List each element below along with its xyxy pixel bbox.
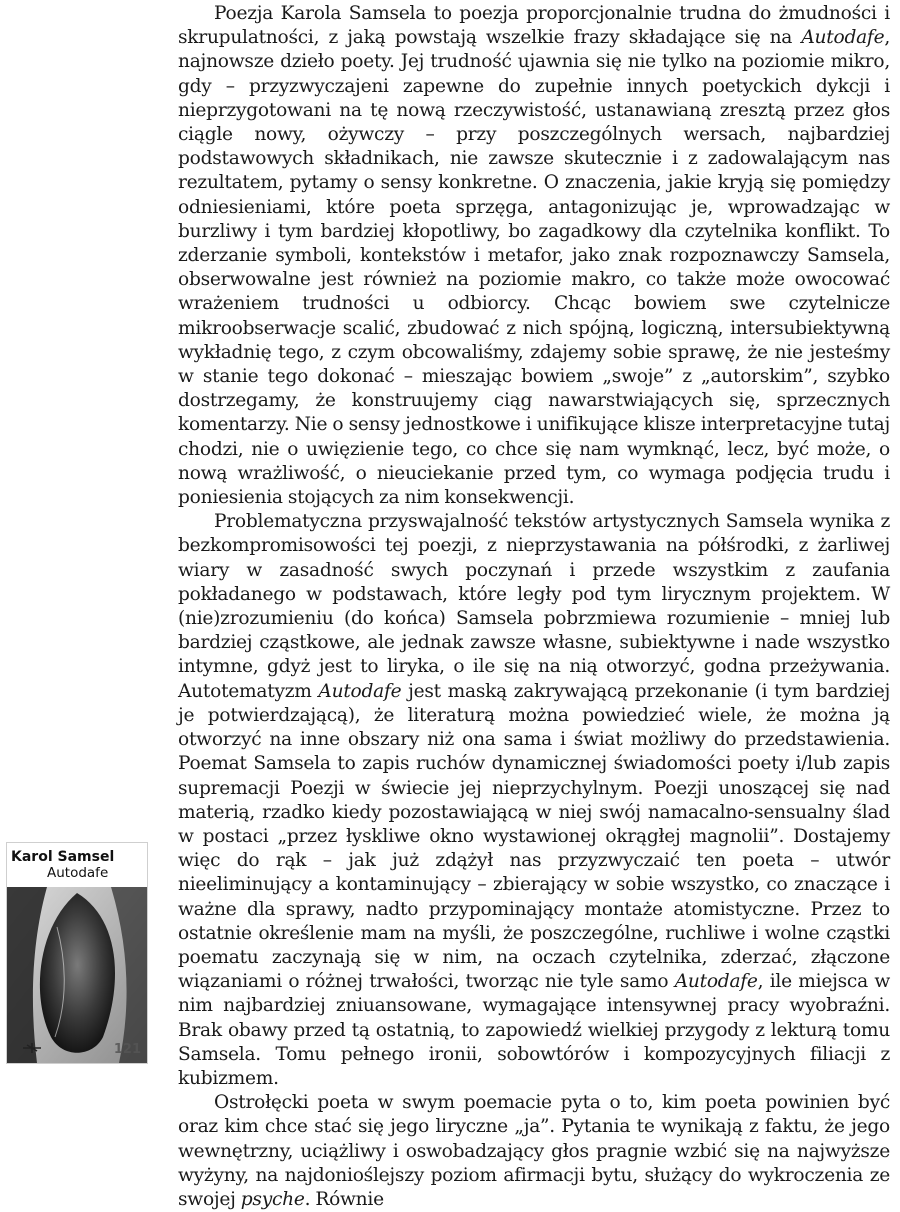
paragraph-text: , najnowsze dzieło poety. Jej trudność ujawnia się nie tylko na poziomie mikro, gdy – przyzwyczajeni zapewne do zupełnie innych poetyckich dykcji i nieprzygotowani na tę nową rzeczywistość, ustanawianą zresztą przez głos ciągle nowy, ożywczy – przy poszczególnych wersach, najbardziej podstawowych składnikach, nie zawsze skutecznie i z zadowalającym nas rezultatem, pytamy o sensy konkretne. O znaczenia, jakie kryją się pomiędzy odniesieniami, które poeta sprzęga, antagonizując je, wprowadzając w burzliwy i tym bardziej kłopotliwy, bo zagadkowy dla czytelnika konflikt. To zderzanie symboli, kontekstów i metafor, jako znak rozpoznawczy Samsela, obserwowalne jest również na poziomie makro, co także może owocować wrażeniem trudności u odbiorcy. Chcąc bowiem swe czytelnicze mikroobserwacje scalić, zbudować z nich spójną, logiczną, intersubiektywną wykładnię tego, z czym obcowaliśmy, zdajemy sobie sprawę, że nie jesteśmy w stanie tego dokonać – mieszając bowiem „swoje” z „autorskim”, szybko dostrzegamy, że konstruujemy ciąg nawarstwiających się, sprzecznych komentarzy. Nie o sensy jednostkowe i unifikujące klisze interpretacyjne tutaj chodzi, nie o uwięzienie tego, co chce się nam wymknąć, lecz, być może, o nową wrażliwość, o nieuciekanie przed tym, co wymaga podjęcia trudu i poniesienia stojących za nim konsekwencji.: [178, 27, 890, 509]
book-cover: [6, 842, 148, 1064]
italic-title: Autodafe: [674, 971, 758, 993]
italic-title: psyche: [240, 1188, 305, 1210]
paragraph-text: , ile miejsca w nim najbardziej zniuansowane, wymagające intensywnej pracy wyobraźni. Brak obawy przed tą ostatnią, to zapowiedź wielkiej przygody z lekturą tomu Samsela. Tomu pełnego ironii, sobowtórów i kompozycyjnych filiacji z kubizmem.: [178, 971, 891, 1089]
publisher-logo-icon: [21, 1041, 43, 1055]
book-cover-author: Karol Samsel: [11, 849, 115, 865]
paragraph-text: Poezja Karola Samsela to poezja proporcjonalnie trudna do żmudności i skrupulatności, z jaką powstają wszelkie frazy składające się na: [178, 3, 890, 49]
article-body: [178, 0, 890, 1212]
italic-title: Autodafe: [318, 680, 402, 702]
paragraph-text: Problematyczna przyswajalność tekstów artystycznych Samsela wynika z bezkompromisowości tej poezji, z nieprzystawania na półśrodki, z żarliwej wiary w zasadność swych poczynań i przede wszystkim z zaufania pokładanego w podstawach, które legły pod tym lirycznym projektem. W (nie)zrozumieniu (do końca) Samsela pobrzmiewa rozumienie – mniej lub bardziej cząstkowe, ale jednak zawsze własne, subiektywne i nade wszystko intymne, gdyż jest to liryka, o ile się na nią otworzyć, godna przeżywania. Autotematyzm: [178, 511, 890, 702]
italic-title: Autodafe: [801, 27, 885, 49]
book-cover-number: 121: [113, 1042, 141, 1057]
paragraph-text: Ostrołęcki poeta w swym poemacie pyta o to, kim poeta powinien być oraz kim chce stać się jego liryczne „ja”. Pytania te wynikają z faktu, że jego wewnętrzny, uciążliwy i oswobadzający głos pragnie wzbić się na najwyższe wyżyny, na najdonioślejszy poziom afirmacji bytu, służący do wykroczenia ze swojej: [178, 1092, 890, 1210]
book-cover-artwork: [7, 887, 147, 1063]
book-cover-title: Autodafe: [47, 865, 109, 881]
article-paragraph: [178, 1091, 890, 1212]
article-paragraph: [178, 510, 890, 1091]
paragraph-text: . Równie: [304, 1188, 384, 1210]
article-paragraph: [178, 2, 890, 510]
paragraph-text: jest maską zakrywającą przekonanie (i tym bardziej je potwierdzającą), że literaturą można powiedzieć wiele, że można ją otworzyć na inne obszary niż ona sama i świat możliwy do przedstawienia. Poemat Samsela to zapis ruchów dynamicznej świadomości poety i/lub zapis supremacji Poezji w świecie jej nieprzychylnym. Poezji unoszącej się nad materią, rzadko kiedy pozostawiającą w niej swój namacalno-sensualny ślad w postaci „przez łyskliwe okno wystawionej okrągłej magnolii”. Dostajemy więc do rąk – jak już zdążył nas przyzwyczaić ten poeta – utwór nieeliminujący a kontaminujący – zbierający w sobie wszystko, co znaczące i ważne dla sprawy, nadto przypominający montaże atomistyczne. Przez to ostatnie określenie mam na myśli, że poszczególne, ruchliwe i wolne cząstki poematu zaczynają się w nim, na oczach czytelnika, zderzać, złączone wiązaniami o różnej trwałości, tworząc nie tyle samo: [178, 680, 890, 993]
